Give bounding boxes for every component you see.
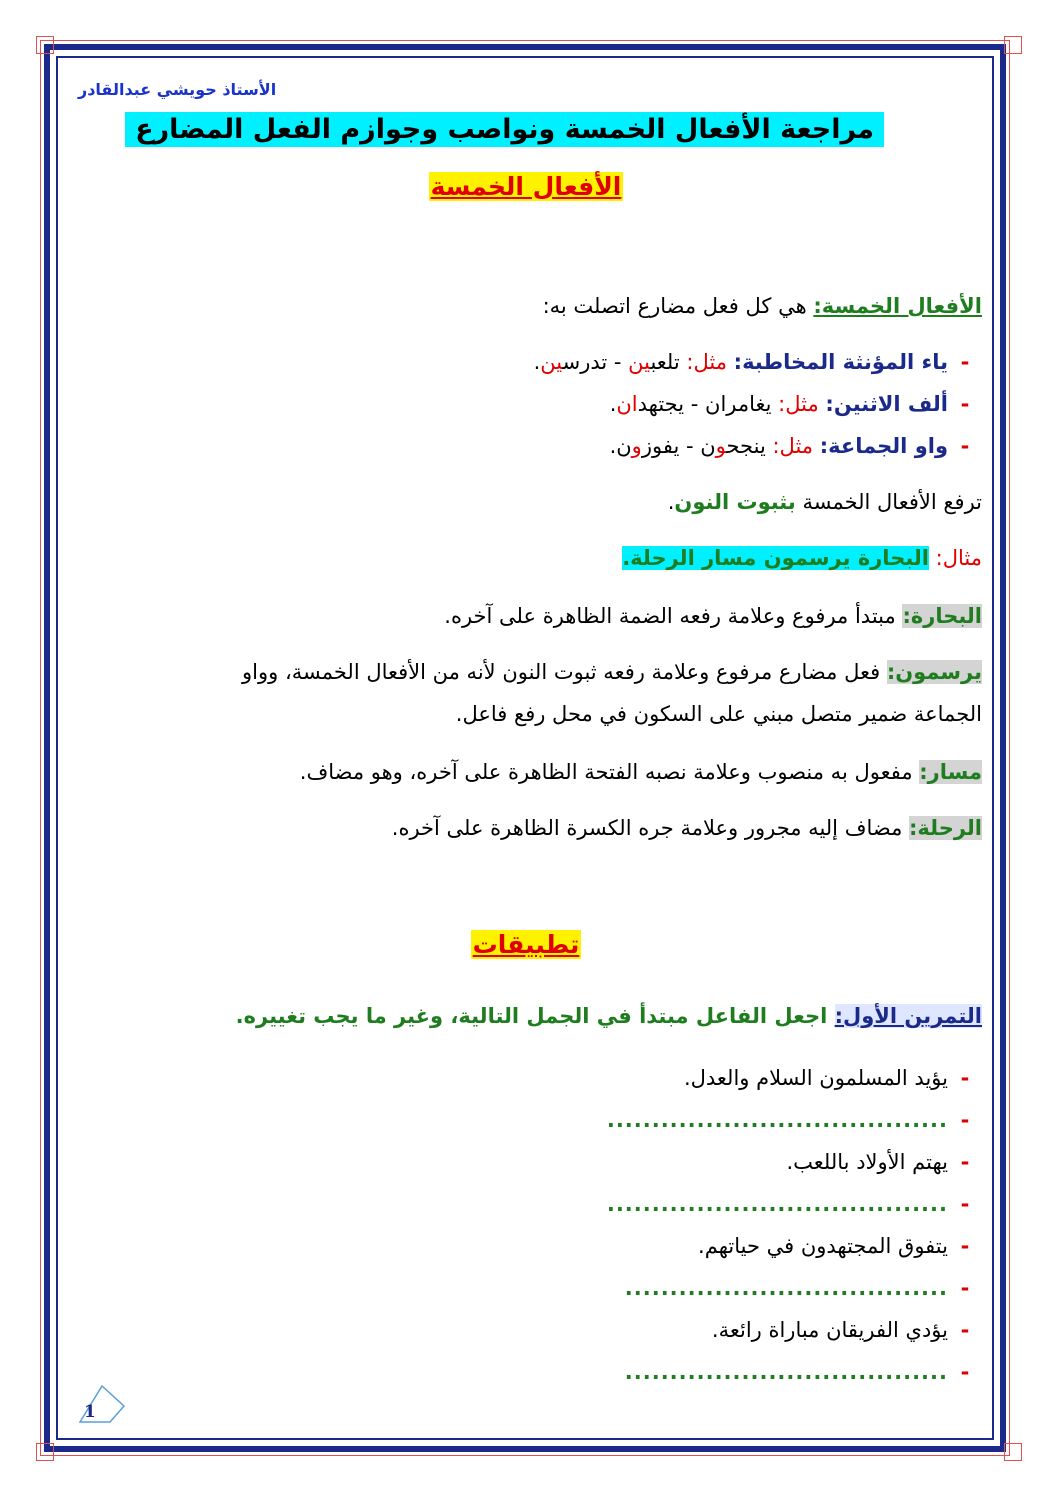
item-word: ينجح [726,434,773,458]
item-label: ياء المؤنثة المخاطبة: [733,350,948,374]
exercise-item [607,1108,982,1132]
definition-text: هي كل فعل مضارع اتصلت به: [542,294,814,318]
item-end: . [609,392,617,416]
exercise-sentence: يهتم الأولاد باللعب. [786,1150,948,1174]
corner-ornament [1004,36,1022,54]
corner-ornament [1004,1443,1022,1461]
bullet-dash: - [960,1192,970,1216]
bullet-dash: - [960,1234,970,1258]
page-number: 1 [84,1402,96,1422]
rule-end: . [667,490,675,514]
bullet-dash: - [960,1150,970,1174]
corner-ornament [36,36,54,54]
exercise-item [625,1360,982,1384]
parsing-text: مضاف إليه مجرور وعلامة جره الكسرة الظاهرة على آخره. [391,816,909,840]
bullet-dash: - [960,434,970,458]
exercise-instruction [236,1004,982,1028]
item-word: ن - يفوز [641,434,716,458]
definition-term: الأفعال الخمسة: [813,294,982,318]
answer-blank[interactable]: ...................................... [606,1108,948,1132]
parsing-term: الرحلة: [909,816,982,840]
list-item [610,434,982,458]
example-sentence: البحارة يرسمون مسار الرحلة. [622,546,929,570]
rule-highlight: بثبوت النون [674,490,796,514]
exercise-item [684,1066,982,1090]
exercise-item [625,1276,982,1300]
corner-ornament [36,1443,54,1461]
item-word: - يجتهد [637,392,706,416]
rule-line [668,490,982,514]
bullet-dash: - [960,1360,970,1384]
list-item [534,350,982,374]
exercise-sentence: يتفوق المجتهدون في حياتهم. [698,1234,948,1258]
page-title: مراجعة الأفعال الخمسة ونواصب وجوازم الفعل المضارع [125,112,884,147]
item-suffix: و [715,434,727,458]
author-name: الأستاذ حويشي عبدالقادر [78,80,277,99]
bullet-dash: - [960,1276,970,1300]
bullet-dash: - [960,1066,970,1090]
bullet-dash: - [960,392,970,416]
answer-blank[interactable]: .................................... [624,1276,948,1300]
item-mithal: مثل: [772,434,820,458]
exercise-item [712,1318,982,1342]
item-suffix: ان [616,392,638,416]
exercise-item [698,1234,982,1258]
item-label: واو الجماعة: [819,434,948,458]
answer-blank[interactable]: .................................... [624,1360,948,1384]
list-item [610,392,982,416]
parsing-term: يرسمون: [886,660,982,684]
exercise-sentence: يؤدي الفريقان مباراة رائعة. [711,1318,948,1342]
parsing-text: مفعول به منصوب وعلامة نصبه الفتحة الظاهرة على آخره، وهو مضاف. [299,760,920,784]
answer-blank[interactable]: ...................................... [606,1192,948,1216]
parsing-line [444,604,982,628]
section-heading-text: الأفعال الخمسة [430,172,622,201]
example-label: مثال: [935,546,982,570]
item-suffix: ين [628,350,651,374]
example-line [622,546,982,570]
item-mithal: مثل: [778,392,826,416]
parsing-term: البحارة: [902,604,982,628]
exercise-text: اجعل الفاعل مبتدأ في الجمل التالية، وغير ما يجب تغييره. [235,1004,835,1028]
parsing-line [300,760,982,784]
parsing-text: الجماعة ضمير متصل مبني على السكون في محل رفع فاعل. [455,702,982,726]
rule-text: ترفع الأفعال الخمسة [795,490,982,514]
item-end: . [533,350,541,374]
page-number-badge [72,1378,132,1428]
parsing-text: فعل مضارع مرفوع وعلامة رفعه ثبوت النون لأنه من الأفعال الخمسة، وواو [242,660,887,684]
exercise-label: التمرين الأول: [834,1004,982,1028]
parsing-line [392,816,982,840]
item-label: ألف الاثنين: [825,392,948,416]
item-word: يغامر [726,392,779,416]
item-word: - تدرس [562,350,629,374]
section-heading [70,930,982,959]
parsing-line [242,660,982,684]
item-suffix: ان [705,392,727,416]
section-heading [70,172,982,201]
parsing-line-continued [456,702,982,726]
bullet-dash: - [960,1108,970,1132]
exercise-item [607,1192,982,1216]
item-end: ن. [609,434,632,458]
bullet-dash: - [960,1318,970,1342]
exercise-item [787,1150,983,1174]
parsing-term: مسار: [919,760,982,784]
item-suffix: و [631,434,642,458]
item-word: تلعب [650,350,687,374]
exercise-sentence: يؤيد المسلمون السلام والعدل. [683,1066,948,1090]
section-heading-text: تطبيقات [472,930,580,959]
bullet-dash: - [960,350,970,374]
parsing-text: مبتدأ مرفوع وعلامة رفعه الضمة الظاهرة على آخره. [444,604,903,628]
item-suffix: ين [540,350,563,374]
item-mithal: مثل: [686,350,734,374]
page-content [70,70,982,1430]
definition-line [543,294,982,318]
